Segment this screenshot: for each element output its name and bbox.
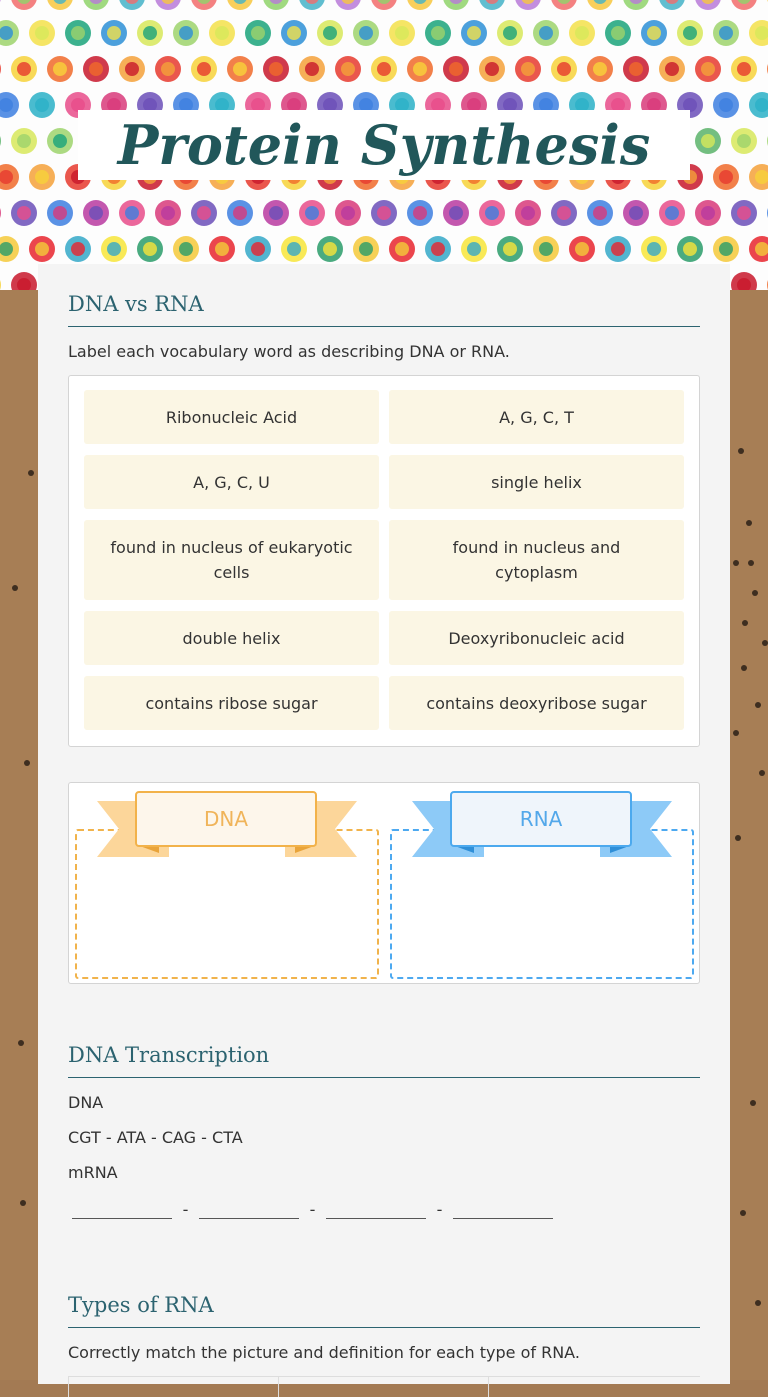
- word-tile[interactable]: A, G, C, U: [84, 455, 379, 509]
- decorative-dot: [0, 272, 1, 290]
- decorative-dot-center: [503, 26, 517, 40]
- decorative-dot-center: [719, 98, 733, 112]
- decorative-dot-center: [665, 62, 679, 76]
- cork-speck: [733, 730, 739, 736]
- matching-table: [68, 1376, 700, 1397]
- cork-speck: [755, 1300, 761, 1306]
- decorative-dot-center: [179, 242, 193, 256]
- word-tile[interactable]: found in nucleus and cytoplasm: [389, 520, 684, 600]
- dna-sequence: CGT - ATA - CAG - CTA: [68, 1128, 243, 1147]
- decorative-dot-center: [71, 242, 85, 256]
- decorative-dot-center: [611, 242, 625, 256]
- cork-speck: [20, 1200, 26, 1206]
- word-tile[interactable]: contains deoxyribose sugar: [389, 676, 684, 730]
- decorative-dot-center: [53, 62, 67, 76]
- decorative-dot-center: [35, 170, 49, 184]
- cork-speck: [24, 760, 30, 766]
- decorative-dot-center: [35, 26, 49, 40]
- decorative-dot-center: [323, 26, 337, 40]
- cork-speck: [12, 585, 18, 591]
- decorative-dot-center: [215, 242, 229, 256]
- decorative-dot-center: [341, 206, 355, 220]
- decorative-dot-center: [575, 242, 589, 256]
- cork-speck: [759, 770, 765, 776]
- separator: -: [436, 1200, 443, 1219]
- decorative-dot-center: [539, 242, 553, 256]
- table-column-divider: [278, 1377, 279, 1397]
- cork-speck: [741, 665, 747, 671]
- decorative-dot-center: [701, 62, 715, 76]
- section-title-types-of-rna: Types of RNA: [68, 1293, 700, 1328]
- decorative-dot-center: [143, 242, 157, 256]
- decorative-dot-center: [269, 62, 283, 76]
- cork-speck: [735, 835, 741, 841]
- cork-speck: [755, 702, 761, 708]
- decorative-dot-center: [629, 62, 643, 76]
- separator: -: [182, 1200, 189, 1219]
- mrna-codon-input-3[interactable]: [326, 1196, 426, 1219]
- section-instruction: Correctly match the picture and definition for each type of RNA.: [68, 1343, 580, 1362]
- decorative-dot-center: [701, 206, 715, 220]
- decorative-dot-center: [35, 242, 49, 256]
- decorative-dot-center: [143, 26, 157, 40]
- decorative-dot-center: [629, 206, 643, 220]
- decorative-dot-center: [521, 206, 535, 220]
- cork-speck: [740, 1210, 746, 1216]
- decorative-dot-center: [53, 206, 67, 220]
- decorative-dot-center: [395, 242, 409, 256]
- decorative-dot-center: [107, 242, 121, 256]
- word-tile[interactable]: found in nucleus of eukaryotic cells: [84, 520, 379, 600]
- cork-speck: [752, 590, 758, 596]
- decorative-dot-center: [377, 62, 391, 76]
- decorative-dot-center: [539, 26, 553, 40]
- decorative-dot-center: [305, 206, 319, 220]
- decorative-dot-center: [377, 206, 391, 220]
- decorative-dot-center: [557, 62, 571, 76]
- decorative-dot-center: [593, 206, 607, 220]
- decorative-dot-center: [251, 242, 265, 256]
- word-tile[interactable]: single helix: [389, 455, 684, 509]
- decorative-dot-center: [413, 62, 427, 76]
- mrna-codon-input-1[interactable]: [72, 1196, 172, 1219]
- page-title: Protein Synthesis: [117, 113, 651, 177]
- decorative-dot-center: [233, 62, 247, 76]
- decorative-dot-center: [161, 62, 175, 76]
- decorative-dot-center: [161, 206, 175, 220]
- cork-speck: [748, 560, 754, 566]
- decorative-dot-center: [197, 206, 211, 220]
- decorative-dot-center: [197, 62, 211, 76]
- decorative-dot-center: [485, 206, 499, 220]
- mrna-label: mRNA: [68, 1163, 118, 1182]
- decorative-dot-center: [107, 26, 121, 40]
- decorative-dot-center: [683, 26, 697, 40]
- decorative-dot-center: [557, 206, 571, 220]
- section-instruction: Label each vocabulary word as describing DNA or RNA.: [68, 342, 510, 361]
- decorative-dot-center: [575, 26, 589, 40]
- decorative-dot-center: [647, 26, 661, 40]
- cork-speck: [742, 620, 748, 626]
- decorative-dot-center: [341, 62, 355, 76]
- decorative-dot-center: [413, 206, 427, 220]
- mrna-answer-row: [72, 1196, 553, 1219]
- mrna-codon-input-2[interactable]: [199, 1196, 299, 1219]
- decorative-dot: [0, 56, 1, 82]
- decorative-dot-center: [323, 242, 337, 256]
- cork-speck: [18, 1040, 24, 1046]
- word-tile[interactable]: Deoxyribonucleic acid: [389, 611, 684, 665]
- decorative-dot-center: [431, 26, 445, 40]
- decorative-dot-center: [593, 62, 607, 76]
- table-column-divider: [68, 1377, 69, 1397]
- word-tile[interactable]: A, G, C, T: [389, 390, 684, 444]
- cork-speck: [733, 560, 739, 566]
- decorative-dot-center: [701, 134, 715, 148]
- table-column-divider: [488, 1377, 489, 1397]
- decorative-dot-center: [467, 26, 481, 40]
- rna-category-label: RNA: [450, 791, 632, 847]
- decorative-dot-center: [251, 26, 265, 40]
- decorative-dot-center: [125, 206, 139, 220]
- cork-speck: [746, 520, 752, 526]
- decorative-dot-center: [395, 26, 409, 40]
- header-banner: [0, 0, 768, 290]
- decorative-dot-center: [89, 206, 103, 220]
- decorative-dot-center: [449, 206, 463, 220]
- section-title-dna-vs-rna: DNA vs RNA: [68, 292, 700, 327]
- decorative-dot-center: [719, 170, 733, 184]
- decorative-dot-center: [125, 62, 139, 76]
- decorative-dot-center: [17, 134, 31, 148]
- decorative-dot-center: [71, 26, 85, 40]
- decorative-dot-center: [17, 206, 31, 220]
- decorative-dot: [0, 200, 1, 226]
- decorative-dot-center: [521, 62, 535, 76]
- decorative-dot-center: [287, 242, 301, 256]
- decorative-dot-center: [35, 98, 49, 112]
- decorative-dot-center: [269, 206, 283, 220]
- decorative-dot-center: [737, 62, 751, 76]
- decorative-dot-center: [89, 62, 103, 76]
- decorative-dot-center: [305, 62, 319, 76]
- decorative-dot-center: [359, 242, 373, 256]
- decorative-dot-center: [287, 26, 301, 40]
- decorative-dot-center: [233, 206, 247, 220]
- sorting-area: [68, 782, 700, 984]
- cork-speck: [738, 448, 744, 454]
- decorative-dot-center: [467, 242, 481, 256]
- word-tile[interactable]: Ribonucleic Acid: [84, 390, 379, 444]
- decorative-dot: [0, 128, 1, 154]
- decorative-dot-center: [449, 62, 463, 76]
- decorative-dot-center: [611, 26, 625, 40]
- decorative-dot-center: [719, 26, 733, 40]
- word-tile[interactable]: double helix: [84, 611, 379, 665]
- decorative-dot-center: [737, 134, 751, 148]
- decorative-dot-center: [503, 242, 517, 256]
- cork-speck: [28, 470, 34, 476]
- word-tile[interactable]: contains ribose sugar: [84, 676, 379, 730]
- separator: -: [309, 1200, 316, 1219]
- decorative-dot-center: [485, 62, 499, 76]
- decorative-dot-center: [359, 26, 373, 40]
- word-bank: [68, 375, 700, 747]
- title-box: [78, 110, 690, 180]
- cork-speck: [762, 640, 768, 646]
- dna-label: DNA: [68, 1093, 104, 1112]
- decorative-dot-center: [647, 242, 661, 256]
- mrna-codon-input-4[interactable]: [453, 1196, 553, 1219]
- decorative-dot-center: [665, 206, 679, 220]
- decorative-dot: [0, 0, 1, 10]
- decorative-dot-center: [53, 134, 67, 148]
- decorative-dot-center: [737, 206, 751, 220]
- decorative-dot-center: [719, 242, 733, 256]
- decorative-dot-center: [431, 242, 445, 256]
- decorative-dot-center: [17, 62, 31, 76]
- dna-category-label: DNA: [135, 791, 317, 847]
- worksheet-paper: [38, 264, 730, 1384]
- decorative-dot-center: [683, 242, 697, 256]
- decorative-dot-center: [179, 26, 193, 40]
- decorative-dot-center: [215, 26, 229, 40]
- section-title-dna-transcription: DNA Transcription: [68, 1043, 700, 1078]
- cork-speck: [750, 1100, 756, 1106]
